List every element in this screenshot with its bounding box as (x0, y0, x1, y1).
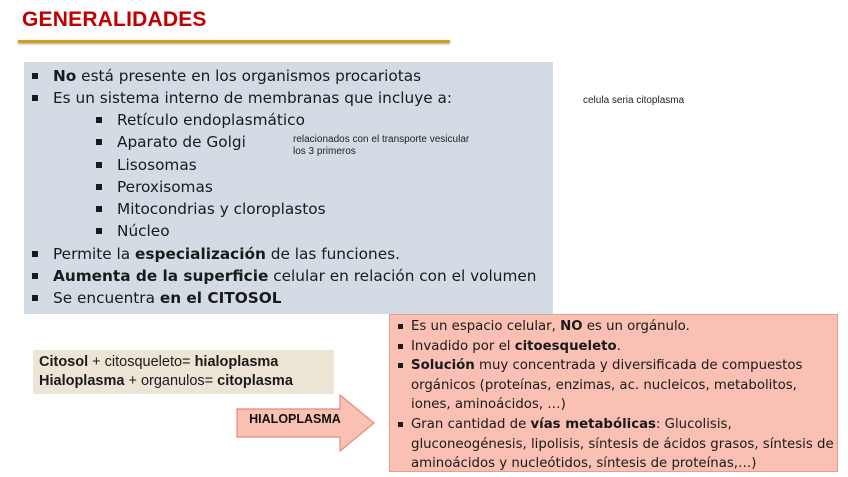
arrow-label: HIALOPLASMA (249, 412, 341, 426)
list-item-text: muy concentrada y diversificada de compuestos (474, 358, 803, 373)
list-item: Núcleo (117, 222, 170, 240)
formula-term: Hialoplasma (39, 373, 125, 389)
list-item-text: : Glucolisis, (655, 417, 732, 432)
list-item-text: celular en relación con el volumen (268, 267, 537, 285)
list-item-text: es un orgánulo. (582, 319, 690, 334)
list-item-bold: en el CITOSOL (159, 289, 282, 307)
formula-line-2 (39, 372, 334, 391)
formula-operator: + citosqueleto= (88, 354, 195, 370)
list-item-line: aminoácidos y nucleótidos, síntesis de proteínas,…) (411, 456, 757, 472)
list-item: Peroxisomas (117, 178, 213, 196)
bullet-icon (96, 117, 102, 123)
formula-term: Citosol (39, 354, 89, 370)
list-item: Mitocondrias y cloroplastos (117, 200, 326, 218)
list-item-line: orgánicos (proteínas, enzimas, ac. nucleicos, metabolitos, (411, 377, 797, 393)
list-item-text: Gran cantidad de (411, 417, 531, 432)
note-transport-line1: relacionados con el transporte vesicular (293, 134, 470, 145)
bullet-icon (96, 162, 102, 168)
list-item: Es un sistema interno de membranas que incluye a: (53, 89, 453, 107)
formula-box (33, 350, 334, 394)
formula-result: citoplasma (217, 373, 293, 389)
bullet-icon (398, 344, 403, 349)
membrane-system-box (24, 62, 553, 314)
list-item-text: de las funciones. (265, 245, 400, 263)
list-item-line: gluconeogénesis, lipolisis, síntesis de ácidos grasos, síntesis de (411, 436, 834, 452)
list-item-bold: citoesqueleto (514, 339, 617, 354)
title-underline (18, 40, 450, 43)
list-item-text: Invadido por el (411, 339, 515, 354)
list-item-line (411, 415, 834, 435)
list-item-text: Es un espacio celular, (411, 319, 561, 334)
bullet-icon (398, 324, 403, 329)
list-item (53, 244, 400, 264)
list-item (411, 337, 621, 357)
formula-result: hialoplasma (194, 354, 279, 370)
list-item-text: . (616, 339, 621, 354)
list-item-line: iones, aminoácidos, …) (411, 397, 566, 413)
list-item: Lisosomas (117, 156, 197, 174)
list-item-bold: especialización (135, 245, 266, 263)
list-item-bold: NO (560, 319, 583, 334)
list-item: Aparato de Golgi (117, 133, 246, 151)
list-item (53, 266, 536, 286)
bullet-icon (96, 228, 102, 234)
list-item (53, 288, 282, 308)
list-item-bold: Solución (411, 358, 475, 373)
list-item-text: Permite la (53, 245, 136, 263)
list-item-text: Se encuentra (53, 289, 160, 307)
bullet-icon (32, 273, 38, 279)
citosol-description-box (389, 314, 838, 472)
note-transport-line2: los 3 primeros (293, 146, 356, 157)
slide-title: GENERALIDADES (22, 8, 207, 31)
bullet-icon (398, 422, 403, 427)
bullet-icon (96, 184, 102, 190)
formula-line-1 (39, 353, 334, 372)
bullet-icon (32, 73, 38, 79)
bullet-icon (32, 251, 38, 257)
bullet-icon (96, 139, 102, 145)
bullet-icon (32, 295, 38, 301)
note-transport (293, 134, 469, 158)
list-item-bold: No (53, 67, 77, 85)
formula-operator: + organulos= (124, 373, 218, 389)
list-item-line (411, 356, 802, 376)
list-item (53, 66, 421, 86)
bullet-icon (398, 363, 403, 368)
bullet-icon (32, 95, 38, 101)
list-item: Retículo endoplasmático (117, 111, 305, 129)
note-cytoplasm: celula seria citoplasma (583, 95, 685, 106)
list-item (411, 356, 802, 415)
list-item-bold: vías metabólicas (530, 417, 656, 432)
list-item (411, 415, 834, 474)
list-item (411, 317, 690, 337)
list-item-text: está presente en los organismos procariotas (76, 67, 422, 85)
list-item-bold: Aumenta de la superficie (53, 267, 269, 285)
bullet-icon (96, 206, 102, 212)
